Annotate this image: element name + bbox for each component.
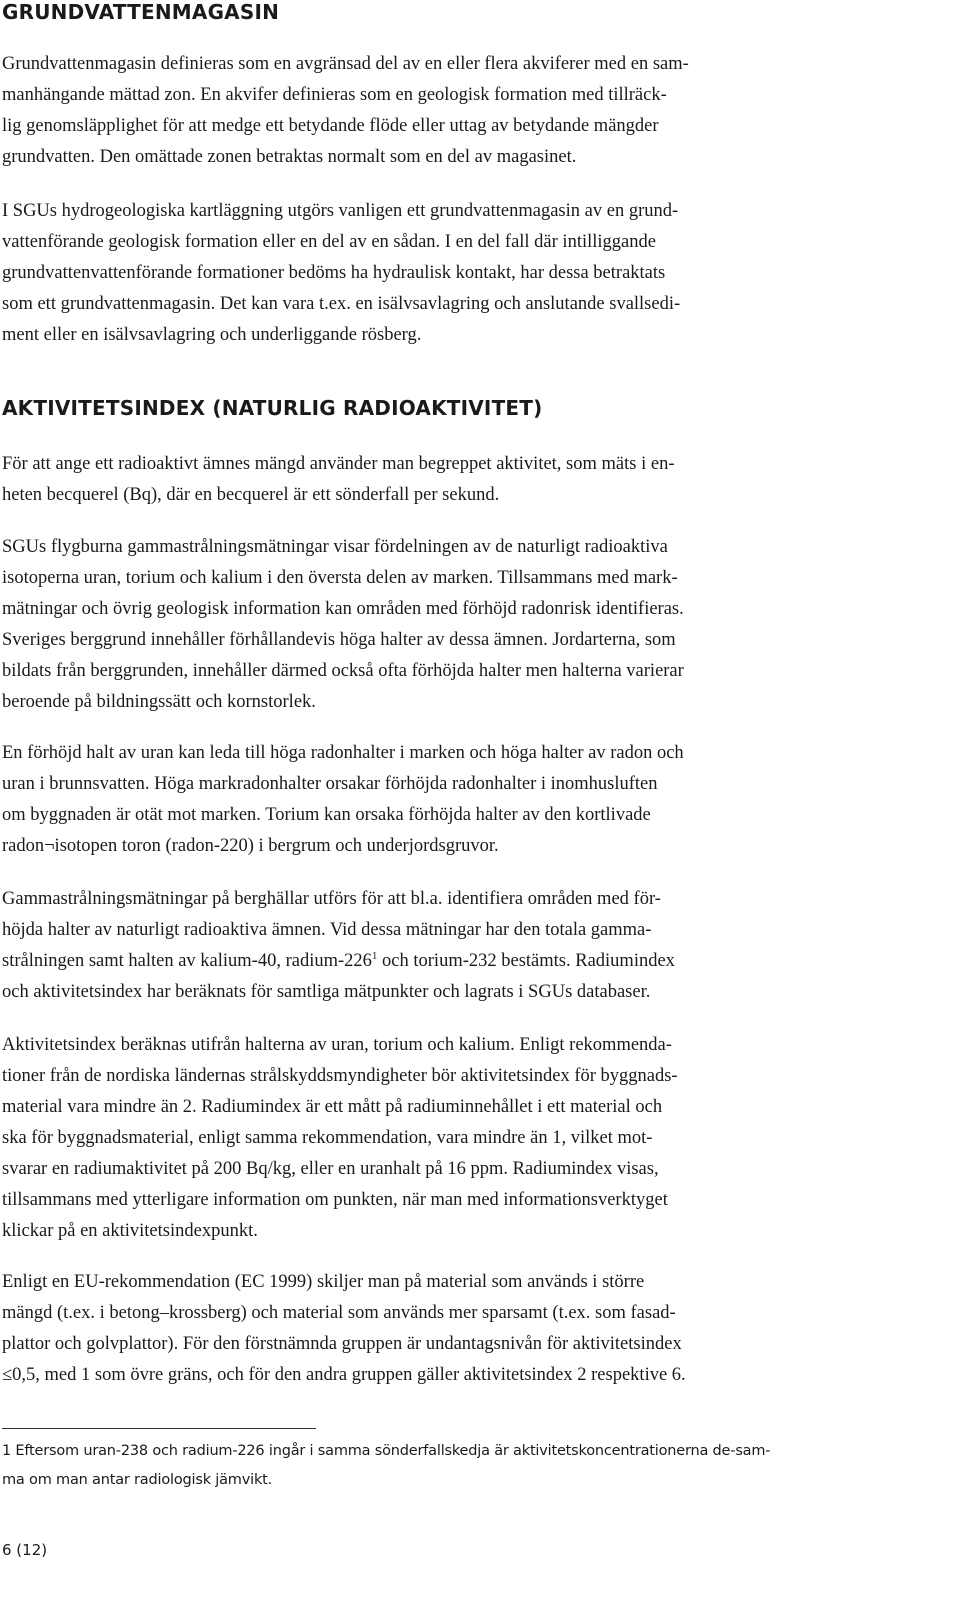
text-line: höjda halter av naturligt radioaktiva ämnen. Vid dessa mätningar har den totala gamma-	[2, 920, 652, 940]
text-line: radon¬isotopen toron (radon-220) i bergrum och underjordsgruvor.	[2, 836, 499, 856]
text-line: material vara mindre än 2. Radiumindex är ett mått på radiuminnehållet i ett material och	[2, 1097, 663, 1117]
text-line: mätningar och övrig geologisk information kan områden med förhöjd radonrisk identifieras.	[2, 599, 684, 619]
text-line: För att ange ett radioaktivt ämnes mängd använder man begreppet aktivitet, som mäts i en-	[2, 454, 675, 474]
section-heading-aktivitetsindex: AKTIVITETSINDEX (NATURLIG RADIOAKTIVITET)	[2, 396, 543, 420]
text-line: plattor och golvplattor). För den förstnämnda gruppen är undantagsnivån för aktivitetsindex	[2, 1334, 682, 1354]
text-line: ment eller en isälvsavlagring och underliggande rösberg.	[2, 325, 422, 345]
text-line: grundvattenvattenförande formationer bedöms ha hydraulisk kontakt, har dessa betraktats	[2, 263, 666, 283]
text-line-with-footnote-ref	[2, 946, 947, 977]
text-line: mängd (t.ex. i betong–krossberg) och material som används mer sparsamt (t.ex. som fasad-	[2, 1303, 676, 1323]
text-line: I SGUs hydrogeologiska kartläggning utgörs vanligen ett grundvattenmagasin av en grund-	[2, 201, 679, 221]
text-line: tioner från de nordiska ländernas strålskyddsmyndigheter bör aktivitetsindex för byggnads-	[2, 1066, 678, 1086]
footnote-line: 1 Eftersom uran-238 och radium-226 ingår i samma sönderfallskedja är aktivitetskoncentrationerna de-sam-	[2, 1443, 771, 1459]
text-line: bildats från berggrunden, innehåller därmed också ofta förhöjda halter men halterna varierar	[2, 661, 684, 681]
text-line: ≤0,5, med 1 som övre gräns, och för den andra gruppen gäller aktivitetsindex 2 respektive 6.	[2, 1365, 686, 1385]
text-line: svarar en radiumaktivitet på 200 Bq/kg, eller en uranhalt på 16 ppm. Radiumindex visas,	[2, 1159, 659, 1179]
paragraph	[2, 1267, 947, 1391]
paragraph	[2, 532, 947, 718]
footnote-reference: 1	[371, 949, 378, 962]
paragraph	[2, 738, 947, 862]
text-line: grundvatten. Den omättade zonen betraktas normalt som en del av magasinet.	[2, 147, 577, 167]
text-line: Aktivitetsindex beräknas utifrån halterna av uran, torium och kalium. Enligt rekommenda-	[2, 1035, 672, 1055]
paragraph	[2, 196, 947, 351]
footnote-line: ma om man antar radiologisk jämvikt.	[2, 1472, 273, 1488]
text-line: En förhöjd halt av uran kan leda till höga radonhalter i marken och höga halter av radon och	[2, 743, 684, 763]
paragraph	[2, 884, 947, 1008]
text-segment: och torium-232 bestämts. Radiumindex	[377, 951, 675, 971]
text-line: uran i brunnsvatten. Höga markradonhalter orsakar förhöjda radonhalter i inomhusluften	[2, 774, 658, 794]
section-heading-grundvattenmagasin: GRUNDVATTENMAGASIN	[2, 0, 280, 24]
text-line: SGUs flygburna gammastrålningsmätningar visar fördelningen av de naturligt radioaktiva	[2, 537, 668, 557]
text-line: klickar på en aktivitetsindexpunkt.	[2, 1221, 258, 1241]
footnote	[2, 1437, 947, 1495]
paragraph	[2, 449, 947, 511]
text-segment: strålningen samt halten av kalium-40, radium-226	[2, 951, 372, 971]
text-line: manhängande mättad zon. En akvifer definieras som en geologisk formation med tillräck-	[2, 85, 667, 105]
text-line: ska för byggnadsmaterial, enligt samma rekommendation, vara mindre än 1, vilket mot-	[2, 1128, 653, 1148]
text-line: isotoperna uran, torium och kalium i den översta delen av marken. Tillsammans med mark-	[2, 568, 678, 588]
text-line: om byggnaden är otät mot marken. Torium kan orsaka förhöjda halter av den kortlivade	[2, 805, 651, 825]
paragraph	[2, 1030, 947, 1247]
text-line: vattenförande geologisk formation eller en del av en sådan. I en del fall där intilliggande	[2, 232, 656, 252]
text-line: Enligt en EU-rekommendation (EC 1999) skiljer man på material som används i större	[2, 1272, 645, 1292]
text-line: beroende på bildningssätt och kornstorlek.	[2, 692, 316, 712]
text-line: tillsammans med ytterligare information om punkten, när man med informationsverktyget	[2, 1190, 668, 1210]
page-number: 6 (12)	[2, 1541, 48, 1559]
text-line: som ett grundvattenmagasin. Det kan vara t.ex. en isälvsavlagring och anslutande svallsedi-	[2, 294, 681, 314]
text-line: Gammastrålningsmätningar på berghällar utförs för att bl.a. identifiera områden med för-	[2, 889, 661, 909]
footnote-divider	[2, 1428, 316, 1429]
text-line: Sveriges berggrund innehåller förhållandevis höga halter av dessa ämnen. Jordarterna, som	[2, 630, 676, 650]
paragraph	[2, 49, 947, 173]
text-line: lig genomsläpplighet för att medge ett betydande flöde eller uttag av betydande mängder	[2, 116, 659, 136]
text-line: och aktivitetsindex har beräknats för samtliga mätpunkter och lagrats i SGUs databaser.	[2, 982, 651, 1002]
text-line: Grundvattenmagasin definieras som en avgränsad del av en eller flera akviferer med en sam-	[2, 54, 689, 74]
text-line: heten becquerel (Bq), där en becquerel är ett sönderfall per sekund.	[2, 485, 500, 505]
